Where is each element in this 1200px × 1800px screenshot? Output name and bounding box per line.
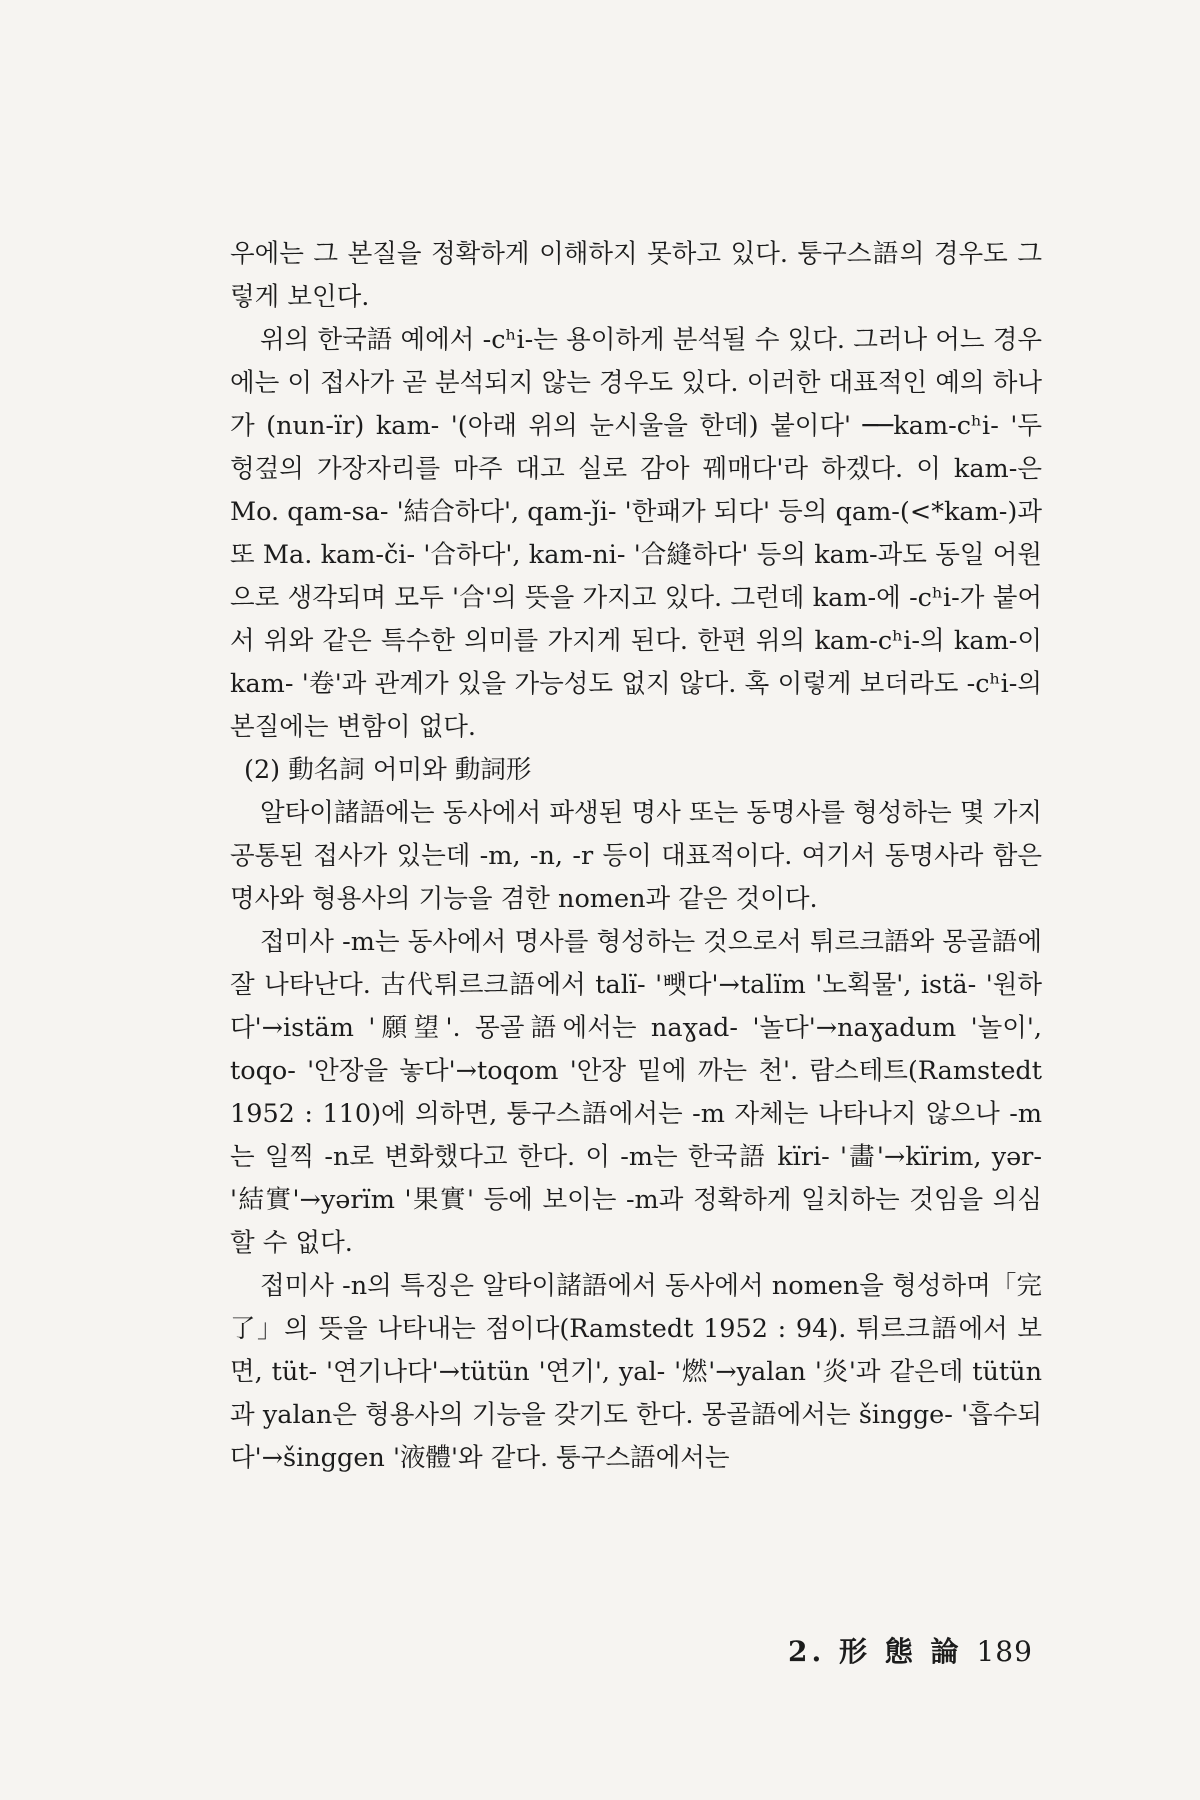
section-heading: (2) 動名詞 어미와 動詞形 bbox=[244, 755, 532, 785]
paragraph: 알타이諸語에는 동사에서 파생된 명사 또는 동명사를 형성하는 몇 가지 공통된 접사가 있는데 -m, -n, -r 등이 대표적이다. 여기서 동명사라 함은 명사와 형용사의 기능을 겸한 nomen과 같은 것이다. bbox=[230, 798, 1042, 914]
page-number: 189 bbox=[976, 1635, 1033, 1668]
paragraph: 위의 한국語 예에서 -cʰi-는 용이하게 분석될 수 있다. 그러나 어느 경우에는 이 접사가 곧 분석되지 않는 경우도 있다. 이러한 대표적인 예의 하나가 (nun-ïr) kam- '(아래 위의 눈시울을 한데) 붙이다' ──kam-cʰi- '두 헝겊의 가장자리를 마주 대고 실로 감아 꿰매다'라 하겠다. 이 kam-은 Mo. qam-sa- '結合하다', qam-ǰi- '한패가 되다' 등의 qam-(<*kam-)과 또 Ma. kam-či- '合하다', kam-ni- '合縫하다' 등의 kam-과도 동일 어원으로 생각되며 모두 '合'의 뜻을 가지고 있다. 그런데 kam-에 -cʰi-가 붙어서 위와 같은 특수한 의미를 가지게 된다. 한편 위의 kam-cʰi-의 kam-이 kam- '卷'과 관계가 있을 가능성도 없지 않다. 혹 이렇게 보더라도 -cʰi-의 본질에는 변함이 없다. bbox=[230, 325, 1042, 742]
paragraph: 접미사 -m는 동사에서 명사를 형성하는 것으로서 튀르크語와 몽골語에 잘 나타난다. 古代튀르크語에서 talï- '뺏다'→talïm '노획물', istä- '원하다'→istäm '願望'. 몽골語에서는 naɣad- '놀다'→naɣadum '놀이', toqo- '안장을 놓다'→toqom '안장 밑에 까는 천'. 람스테트(Ramstedt 1952 : 110)에 의하면, 퉁구스語에서는 -m 자체는 나타나지 않으나 -m는 일찍 -n로 변화했다고 한다. 이 -m는 한국語 kïri- '畵'→kïrim, yər- '結實'→yərïm '果實' 등에 보이는 -m과 정확하게 일치하는 것임을 의심할 수 없다. bbox=[230, 927, 1042, 1258]
running-section-title: 2. 形 態 論 bbox=[788, 1635, 963, 1668]
paragraph: 접미사 -n의 특징은 알타이諸語에서 동사에서 nomen을 형성하며「完了」의 뜻을 나타내는 점이다(Ramstedt 1952 : 94). 튀르크語에서 보면, tüt- '연기나다'→tütün '연기', yal- '燃'→yalan '炎'과 같은데 tütün과 yalan은 형용사의 기능을 갖기도 한다. 몽골語에서는 šingge- '흡수되다'→šinggen '液體'와 같다. 퉁구스語에서는 bbox=[230, 1271, 1042, 1473]
page-footer bbox=[788, 1630, 1033, 1670]
paragraph: 우에는 그 본질을 정확하게 이해하지 못하고 있다. 퉁구스語의 경우도 그렇게 보인다. bbox=[230, 239, 1042, 312]
body-text bbox=[230, 233, 1042, 1480]
